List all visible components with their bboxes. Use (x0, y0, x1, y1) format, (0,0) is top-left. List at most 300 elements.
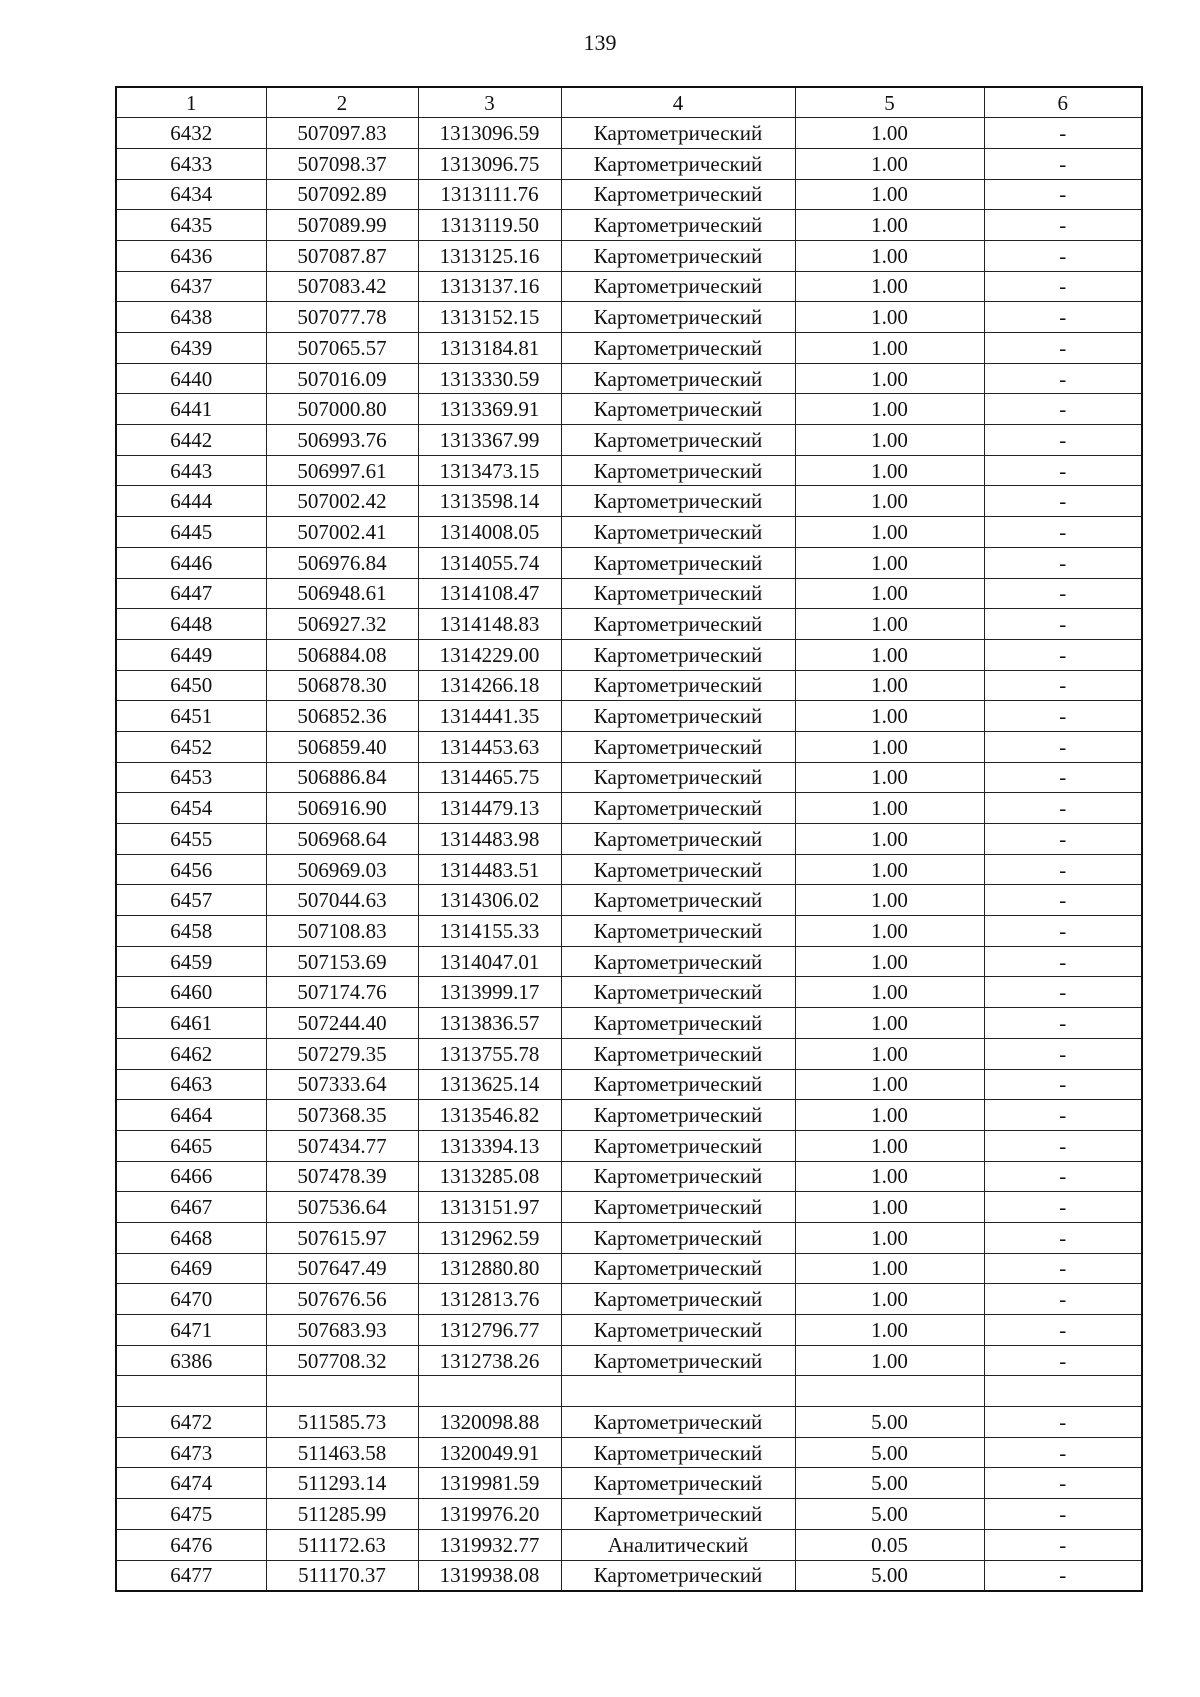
accuracy-cell: 5.00 (795, 1499, 984, 1530)
point-number-cell: 6452 (116, 731, 266, 762)
table-row (116, 977, 1142, 1008)
note-cell: - (984, 977, 1142, 1008)
x-coordinate-cell: 507002.41 (266, 517, 418, 548)
y-coordinate-cell: 1319981.59 (418, 1468, 561, 1499)
accuracy-cell: 1.00 (795, 363, 984, 394)
column-header: 6 (984, 87, 1142, 118)
note-cell: - (984, 1222, 1142, 1253)
point-number-cell: 6435 (116, 210, 266, 241)
y-coordinate-cell: 1313119.50 (418, 210, 561, 241)
table-header-row (116, 87, 1142, 118)
method-cell: Картометрический (561, 1008, 795, 1039)
y-coordinate-cell: 1313755.78 (418, 1038, 561, 1069)
accuracy-cell: 1.00 (795, 118, 984, 149)
x-coordinate-cell: 507434.77 (266, 1130, 418, 1161)
method-cell: Картометрический (561, 1560, 795, 1591)
y-coordinate-cell: 1312738.26 (418, 1345, 561, 1376)
y-coordinate-cell: 1313369.91 (418, 394, 561, 425)
column-header: 5 (795, 87, 984, 118)
column-header: 4 (561, 87, 795, 118)
method-cell: Картометрический (561, 609, 795, 640)
method-cell: Картометрический (561, 394, 795, 425)
accuracy-cell: 1.00 (795, 1253, 984, 1284)
accuracy-cell: 1.00 (795, 1038, 984, 1069)
table-row (116, 701, 1142, 732)
method-cell: Картометрический (561, 363, 795, 394)
note-cell: - (984, 1345, 1142, 1376)
point-number-cell: 6446 (116, 547, 266, 578)
x-coordinate-cell: 507647.49 (266, 1253, 418, 1284)
method-cell: Картометрический (561, 1100, 795, 1131)
note-cell: - (984, 425, 1142, 456)
point-number-cell: 6436 (116, 240, 266, 271)
x-coordinate-cell: 507708.32 (266, 1345, 418, 1376)
x-coordinate-cell (266, 1376, 418, 1407)
accuracy-cell: 1.00 (795, 977, 984, 1008)
accuracy-cell: 1.00 (795, 425, 984, 456)
note-cell: - (984, 1468, 1142, 1499)
method-cell: Картометрический (561, 1345, 795, 1376)
x-coordinate-cell: 507077.78 (266, 302, 418, 333)
point-number-cell: 6472 (116, 1407, 266, 1438)
point-number-cell: 6475 (116, 1499, 266, 1530)
note-cell: - (984, 1253, 1142, 1284)
y-coordinate-cell: 1313125.16 (418, 240, 561, 271)
note-cell: - (984, 302, 1142, 333)
y-coordinate-cell: 1313151.97 (418, 1192, 561, 1223)
method-cell: Картометрический (561, 1284, 795, 1315)
table-row (116, 1376, 1142, 1407)
note-cell (984, 1376, 1142, 1407)
method-cell: Картометрический (561, 824, 795, 855)
x-coordinate-cell: 507478.39 (266, 1161, 418, 1192)
column-header: 3 (418, 87, 561, 118)
table-row (116, 670, 1142, 701)
table-row (116, 1069, 1142, 1100)
point-number-cell: 6474 (116, 1468, 266, 1499)
point-number-cell (116, 1376, 266, 1407)
point-number-cell: 6432 (116, 118, 266, 149)
table-row (116, 916, 1142, 947)
x-coordinate-cell: 506859.40 (266, 731, 418, 762)
method-cell: Картометрический (561, 762, 795, 793)
point-number-cell: 6469 (116, 1253, 266, 1284)
table-row (116, 1407, 1142, 1438)
point-number-cell: 6471 (116, 1315, 266, 1346)
x-coordinate-cell: 511285.99 (266, 1499, 418, 1530)
accuracy-cell: 1.00 (795, 1008, 984, 1039)
point-number-cell: 6467 (116, 1192, 266, 1223)
method-cell: Картометрический (561, 333, 795, 364)
table-row (116, 179, 1142, 210)
accuracy-cell: 1.00 (795, 1100, 984, 1131)
x-coordinate-cell: 507174.76 (266, 977, 418, 1008)
accuracy-cell: 1.00 (795, 179, 984, 210)
method-cell: Картометрический (561, 946, 795, 977)
accuracy-cell: 1.00 (795, 1192, 984, 1223)
column-header: 1 (116, 87, 266, 118)
accuracy-cell: 1.00 (795, 333, 984, 364)
accuracy-cell: 1.00 (795, 885, 984, 916)
y-coordinate-cell: 1314008.05 (418, 517, 561, 548)
table-row (116, 824, 1142, 855)
point-number-cell: 6470 (116, 1284, 266, 1315)
x-coordinate-cell: 507065.57 (266, 333, 418, 364)
table-row (116, 578, 1142, 609)
accuracy-cell: 5.00 (795, 1560, 984, 1591)
accuracy-cell: 1.00 (795, 302, 984, 333)
table-row (116, 1222, 1142, 1253)
note-cell: - (984, 547, 1142, 578)
note-cell: - (984, 670, 1142, 701)
note-cell: - (984, 1192, 1142, 1223)
x-coordinate-cell: 507108.83 (266, 916, 418, 947)
coordinates-table (115, 86, 1143, 1592)
accuracy-cell: 1.00 (795, 578, 984, 609)
note-cell: - (984, 363, 1142, 394)
note-cell: - (984, 1100, 1142, 1131)
y-coordinate-cell: 1314483.98 (418, 824, 561, 855)
accuracy-cell: 1.00 (795, 639, 984, 670)
accuracy-cell: 1.00 (795, 762, 984, 793)
x-coordinate-cell: 507044.63 (266, 885, 418, 916)
y-coordinate-cell: 1313598.14 (418, 486, 561, 517)
method-cell: Картометрический (561, 793, 795, 824)
method-cell: Картометрический (561, 271, 795, 302)
point-number-cell: 6437 (116, 271, 266, 302)
y-coordinate-cell: 1313285.08 (418, 1161, 561, 1192)
x-coordinate-cell: 507676.56 (266, 1284, 418, 1315)
table-row (116, 1253, 1142, 1284)
note-cell: - (984, 731, 1142, 762)
accuracy-cell: 1.00 (795, 701, 984, 732)
note-cell: - (984, 1008, 1142, 1039)
x-coordinate-cell: 507002.42 (266, 486, 418, 517)
table-row (116, 1008, 1142, 1039)
table-row (116, 1038, 1142, 1069)
x-coordinate-cell: 507092.89 (266, 179, 418, 210)
note-cell: - (984, 701, 1142, 732)
point-number-cell: 6477 (116, 1560, 266, 1591)
table-row (116, 1284, 1142, 1315)
point-number-cell: 6434 (116, 179, 266, 210)
y-coordinate-cell: 1320098.88 (418, 1407, 561, 1438)
table-row (116, 363, 1142, 394)
point-number-cell: 6466 (116, 1161, 266, 1192)
note-cell: - (984, 793, 1142, 824)
point-number-cell: 6459 (116, 946, 266, 977)
method-cell: Картометрический (561, 670, 795, 701)
accuracy-cell: 1.00 (795, 1345, 984, 1376)
y-coordinate-cell: 1314479.13 (418, 793, 561, 824)
x-coordinate-cell: 507244.40 (266, 1008, 418, 1039)
y-coordinate-cell: 1319938.08 (418, 1560, 561, 1591)
x-coordinate-cell: 507536.64 (266, 1192, 418, 1223)
note-cell: - (984, 517, 1142, 548)
y-coordinate-cell: 1314047.01 (418, 946, 561, 977)
note-cell: - (984, 271, 1142, 302)
table-row (116, 885, 1142, 916)
method-cell: Аналитический (561, 1529, 795, 1560)
table-row (116, 148, 1142, 179)
y-coordinate-cell: 1313137.16 (418, 271, 561, 302)
accuracy-cell: 1.00 (795, 148, 984, 179)
table-row (116, 517, 1142, 548)
note-cell: - (984, 1069, 1142, 1100)
table-row (116, 118, 1142, 149)
method-cell: Картометрический (561, 885, 795, 916)
accuracy-cell: 1.00 (795, 1222, 984, 1253)
x-coordinate-cell: 506976.84 (266, 547, 418, 578)
x-coordinate-cell: 511172.63 (266, 1529, 418, 1560)
method-cell: Картометрический (561, 1407, 795, 1438)
table-row (116, 210, 1142, 241)
method-cell: Картометрический (561, 148, 795, 179)
table-row (116, 1499, 1142, 1530)
y-coordinate-cell: 1312796.77 (418, 1315, 561, 1346)
method-cell: Картометрический (561, 1222, 795, 1253)
note-cell: - (984, 210, 1142, 241)
table-row (116, 1345, 1142, 1376)
x-coordinate-cell: 511170.37 (266, 1560, 418, 1591)
note-cell: - (984, 148, 1142, 179)
x-coordinate-cell: 507089.99 (266, 210, 418, 241)
method-cell: Картометрический (561, 1315, 795, 1346)
point-number-cell: 6439 (116, 333, 266, 364)
y-coordinate-cell: 1313367.99 (418, 425, 561, 456)
x-coordinate-cell: 507279.35 (266, 1038, 418, 1069)
accuracy-cell: 1.00 (795, 517, 984, 548)
accuracy-cell (795, 1376, 984, 1407)
x-coordinate-cell: 511293.14 (266, 1468, 418, 1499)
note-cell: - (984, 118, 1142, 149)
y-coordinate-cell: 1313473.15 (418, 455, 561, 486)
x-coordinate-cell: 506916.90 (266, 793, 418, 824)
point-number-cell: 6438 (116, 302, 266, 333)
accuracy-cell: 1.00 (795, 824, 984, 855)
y-coordinate-cell: 1312880.80 (418, 1253, 561, 1284)
method-cell: Картометрический (561, 425, 795, 456)
table-row (116, 547, 1142, 578)
y-coordinate-cell: 1313625.14 (418, 1069, 561, 1100)
y-coordinate-cell: 1314306.02 (418, 885, 561, 916)
point-number-cell: 6386 (116, 1345, 266, 1376)
note-cell: - (984, 240, 1142, 271)
table-row (116, 946, 1142, 977)
method-cell: Картометрический (561, 1437, 795, 1468)
method-cell: Картометрический (561, 1130, 795, 1161)
point-number-cell: 6450 (116, 670, 266, 701)
y-coordinate-cell: 1312813.76 (418, 1284, 561, 1315)
note-cell: - (984, 609, 1142, 640)
page-number: 139 (583, 30, 617, 55)
accuracy-cell: 1.00 (795, 455, 984, 486)
method-cell: Картометрический (561, 977, 795, 1008)
method-cell: Картометрический (561, 210, 795, 241)
note-cell: - (984, 455, 1142, 486)
point-number-cell: 6460 (116, 977, 266, 1008)
note-cell: - (984, 1499, 1142, 1530)
point-number-cell: 6443 (116, 455, 266, 486)
x-coordinate-cell: 506852.36 (266, 701, 418, 732)
y-coordinate-cell: 1314483.51 (418, 854, 561, 885)
point-number-cell: 6440 (116, 363, 266, 394)
method-cell: Картометрический (561, 517, 795, 548)
x-coordinate-cell: 507683.93 (266, 1315, 418, 1346)
note-cell: - (984, 1560, 1142, 1591)
method-cell: Картометрический (561, 578, 795, 609)
x-coordinate-cell: 507368.35 (266, 1100, 418, 1131)
method-cell: Картометрический (561, 1192, 795, 1223)
method-cell: Картометрический (561, 547, 795, 578)
accuracy-cell: 1.00 (795, 240, 984, 271)
method-cell: Картометрический (561, 1161, 795, 1192)
accuracy-cell: 1.00 (795, 670, 984, 701)
x-coordinate-cell: 507083.42 (266, 271, 418, 302)
table-row (116, 1192, 1142, 1223)
accuracy-cell: 5.00 (795, 1437, 984, 1468)
point-number-cell: 6444 (116, 486, 266, 517)
table-row (116, 302, 1142, 333)
y-coordinate-cell: 1313096.59 (418, 118, 561, 149)
point-number-cell: 6433 (116, 148, 266, 179)
x-coordinate-cell: 507153.69 (266, 946, 418, 977)
y-coordinate-cell: 1314148.83 (418, 609, 561, 640)
y-coordinate-cell: 1313152.15 (418, 302, 561, 333)
table-row (116, 333, 1142, 364)
table-row (116, 240, 1142, 271)
table-row (116, 1100, 1142, 1131)
accuracy-cell: 1.00 (795, 609, 984, 640)
accuracy-cell: 1.00 (795, 210, 984, 241)
x-coordinate-cell: 506884.08 (266, 639, 418, 670)
x-coordinate-cell: 506993.76 (266, 425, 418, 456)
y-coordinate-cell: 1314441.35 (418, 701, 561, 732)
x-coordinate-cell: 506927.32 (266, 609, 418, 640)
method-cell: Картометрический (561, 1468, 795, 1499)
note-cell: - (984, 1315, 1142, 1346)
y-coordinate-cell: 1313836.57 (418, 1008, 561, 1039)
table-row (116, 1560, 1142, 1591)
note-cell: - (984, 762, 1142, 793)
x-coordinate-cell: 507098.37 (266, 148, 418, 179)
note-cell: - (984, 179, 1142, 210)
y-coordinate-cell: 1313546.82 (418, 1100, 561, 1131)
table-row (116, 1315, 1142, 1346)
note-cell: - (984, 1130, 1142, 1161)
note-cell: - (984, 1407, 1142, 1438)
point-number-cell: 6441 (116, 394, 266, 425)
y-coordinate-cell: 1314266.18 (418, 670, 561, 701)
x-coordinate-cell: 507097.83 (266, 118, 418, 149)
y-coordinate-cell: 1314055.74 (418, 547, 561, 578)
y-coordinate-cell: 1313184.81 (418, 333, 561, 364)
point-number-cell: 6448 (116, 609, 266, 640)
method-cell: Картометрический (561, 701, 795, 732)
x-coordinate-cell: 506968.64 (266, 824, 418, 855)
method-cell: Картометрический (561, 1253, 795, 1284)
note-cell: - (984, 1161, 1142, 1192)
method-cell: Картометрический (561, 1069, 795, 1100)
method-cell: Картометрический (561, 455, 795, 486)
point-number-cell: 6462 (116, 1038, 266, 1069)
point-number-cell: 6463 (116, 1069, 266, 1100)
point-number-cell: 6458 (116, 916, 266, 947)
accuracy-cell: 1.00 (795, 916, 984, 947)
point-number-cell: 6442 (116, 425, 266, 456)
table-row (116, 639, 1142, 670)
accuracy-cell: 1.00 (795, 1284, 984, 1315)
method-cell: Картометрический (561, 118, 795, 149)
method-cell (561, 1376, 795, 1407)
accuracy-cell: 0.05 (795, 1529, 984, 1560)
x-coordinate-cell: 506878.30 (266, 670, 418, 701)
x-coordinate-cell: 507615.97 (266, 1222, 418, 1253)
point-number-cell: 6455 (116, 824, 266, 855)
note-cell: - (984, 824, 1142, 855)
table-row (116, 609, 1142, 640)
accuracy-cell: 1.00 (795, 1130, 984, 1161)
accuracy-cell: 1.00 (795, 486, 984, 517)
table-row (116, 486, 1142, 517)
point-number-cell: 6476 (116, 1529, 266, 1560)
accuracy-cell: 1.00 (795, 1315, 984, 1346)
accuracy-cell: 5.00 (795, 1407, 984, 1438)
x-coordinate-cell: 506886.84 (266, 762, 418, 793)
accuracy-cell: 1.00 (795, 271, 984, 302)
note-cell: - (984, 1038, 1142, 1069)
note-cell: - (984, 394, 1142, 425)
method-cell: Картометрический (561, 486, 795, 517)
point-number-cell: 6461 (116, 1008, 266, 1039)
method-cell: Картометрический (561, 916, 795, 947)
note-cell: - (984, 639, 1142, 670)
column-header: 2 (266, 87, 418, 118)
y-coordinate-cell: 1319932.77 (418, 1529, 561, 1560)
table-row (116, 455, 1142, 486)
table-row (116, 1529, 1142, 1560)
point-number-cell: 6468 (116, 1222, 266, 1253)
method-cell: Картометрический (561, 240, 795, 271)
table-row (116, 271, 1142, 302)
note-cell: - (984, 1529, 1142, 1560)
table-row (116, 762, 1142, 793)
method-cell: Картометрический (561, 1038, 795, 1069)
y-coordinate-cell: 1313111.76 (418, 179, 561, 210)
y-coordinate-cell: 1312962.59 (418, 1222, 561, 1253)
method-cell: Картометрический (561, 731, 795, 762)
point-number-cell: 6464 (116, 1100, 266, 1131)
note-cell: - (984, 1437, 1142, 1468)
y-coordinate-cell: 1314229.00 (418, 639, 561, 670)
x-coordinate-cell: 507333.64 (266, 1069, 418, 1100)
accuracy-cell: 1.00 (795, 731, 984, 762)
y-coordinate-cell: 1314155.33 (418, 916, 561, 947)
table-row (116, 1468, 1142, 1499)
note-cell: - (984, 854, 1142, 885)
accuracy-cell: 1.00 (795, 793, 984, 824)
note-cell: - (984, 333, 1142, 364)
y-coordinate-cell: 1313096.75 (418, 148, 561, 179)
table-row (116, 793, 1142, 824)
method-cell: Картометрический (561, 639, 795, 670)
y-coordinate-cell: 1313330.59 (418, 363, 561, 394)
accuracy-cell: 1.00 (795, 946, 984, 977)
note-cell: - (984, 946, 1142, 977)
point-number-cell: 6456 (116, 854, 266, 885)
x-coordinate-cell: 506997.61 (266, 455, 418, 486)
table-row (116, 394, 1142, 425)
